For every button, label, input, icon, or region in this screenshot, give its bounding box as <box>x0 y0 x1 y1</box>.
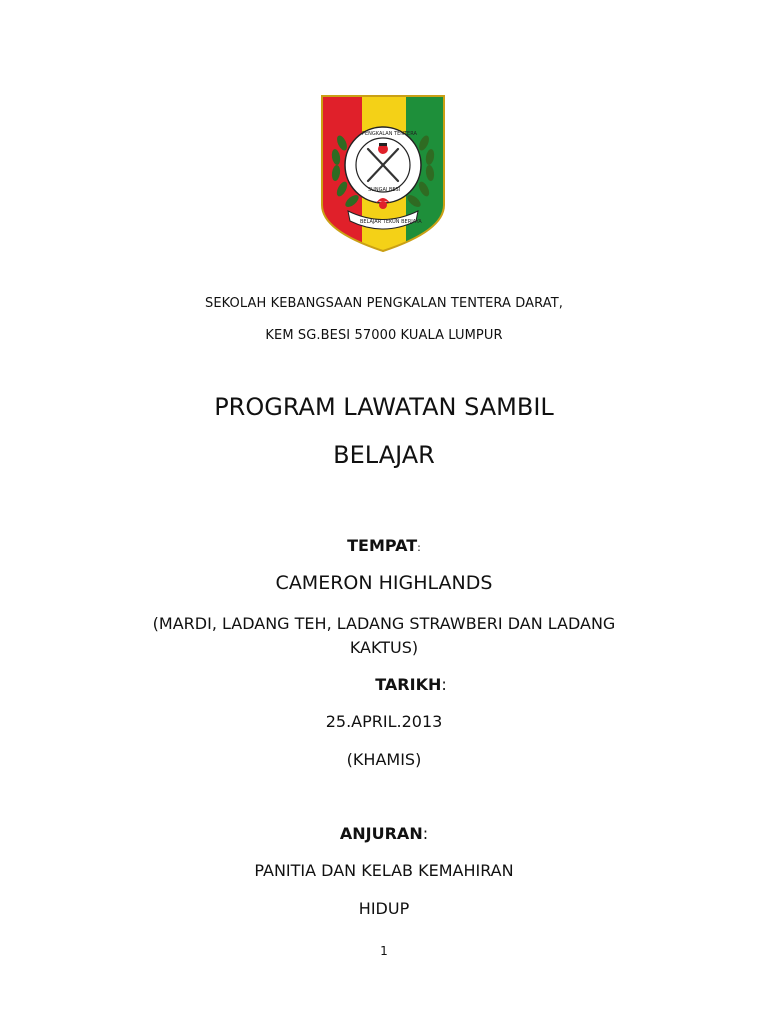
tarikh-label: TARIKH <box>375 675 442 694</box>
visit-date: 25.APRIL.2013 <box>325 712 443 731</box>
document-title-line1: PROGRAM LAWATAN SAMBIL <box>214 393 554 421</box>
svg-text:BELAJAR TEKUN BERJAYA: BELAJAR TEKUN BERJAYA <box>360 219 422 225</box>
tarikh-colon: : <box>441 675 447 694</box>
tempat-colon: : <box>417 541 421 554</box>
svg-text:PENGKALAN TENTERA: PENGKALAN TENTERA <box>362 131 417 137</box>
tempat-label: TEMPAT <box>347 536 418 555</box>
places-detail-line1: (MARDI, LADANG TEH, LADANG STRAWBERI DAN LADANG <box>152 614 616 633</box>
svg-text:SUNGAI BESI: SUNGAI BESI <box>368 187 401 193</box>
school-name-line1: SEKOLAH KEBANGSAAN PENGKALAN TENTERA DARAT, <box>204 296 564 311</box>
organizer-line1: PANITIA DAN KELAB KEMAHIRAN <box>254 861 514 880</box>
school-crest-icon <box>318 93 448 253</box>
tarikh-heading <box>27 675 768 694</box>
places-detail-line2: KAKTUS) <box>349 638 419 657</box>
anjuran-heading <box>0 824 768 843</box>
tempat-heading <box>0 536 768 555</box>
place-name: CAMERON HIGHLANDS <box>275 572 493 594</box>
school-address-line2: KEM SG.BESI 57000 KUALA LUMPUR <box>265 328 503 343</box>
document-title-line2: BELAJAR <box>333 441 435 469</box>
anjuran-label: ANJURAN <box>339 824 423 843</box>
page-number: 1 <box>380 944 388 958</box>
anjuran-colon: : <box>422 824 429 843</box>
visit-day: (KHAMIS) <box>346 750 422 769</box>
organizer-line2: HIDUP <box>358 899 410 918</box>
